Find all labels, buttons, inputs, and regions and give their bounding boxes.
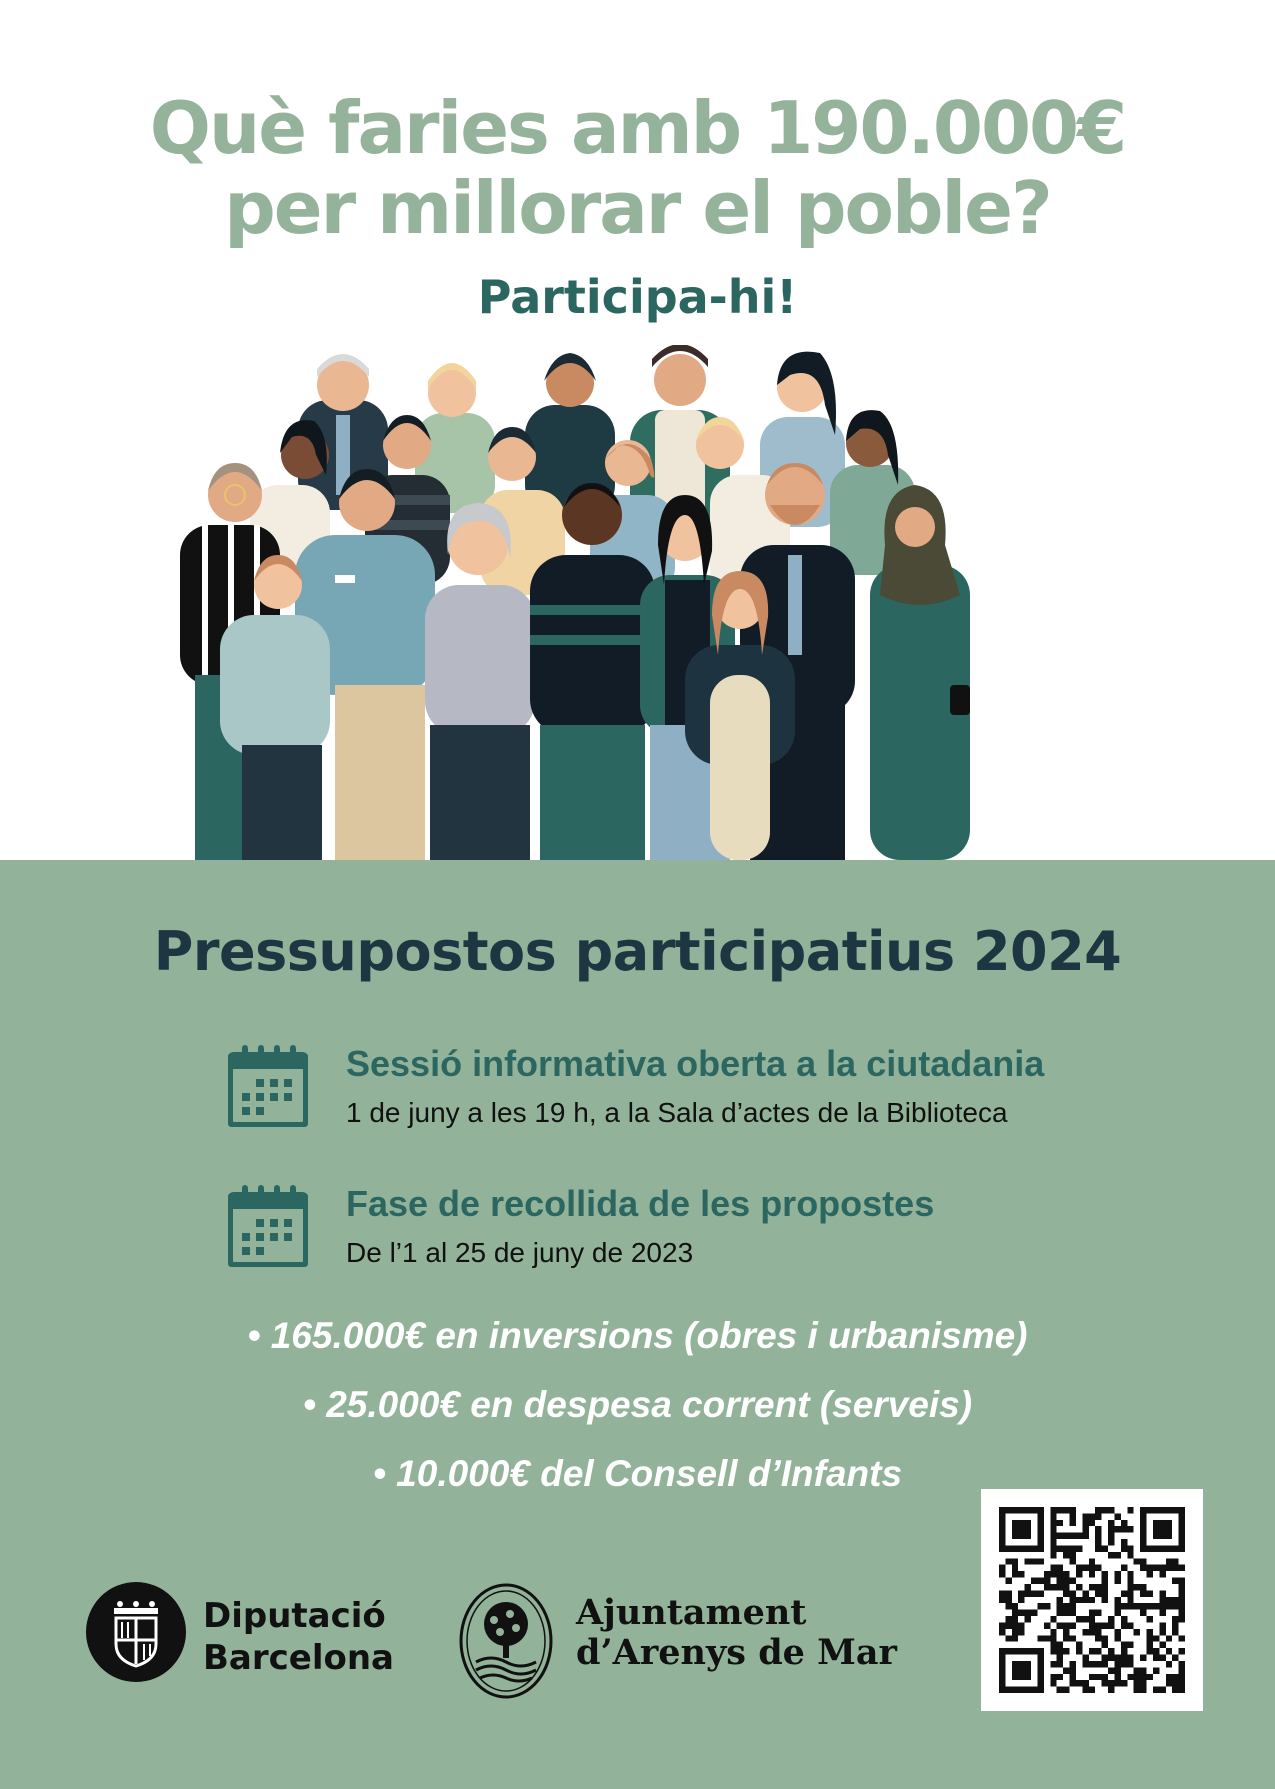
ajuntament-arenys-name: [576, 1593, 897, 1673]
diputacio-barcelona-name: [203, 1595, 394, 1679]
diputacio-line-1: Diputació: [203, 1596, 386, 1636]
diputacio-barcelona-logo: [86, 1582, 186, 1682]
qr-code[interactable]: [981, 1489, 1203, 1711]
budget-item-investments: • 165.000€ en inversions (obres i urbanisme): [247, 1315, 1028, 1356]
calendar-icon: [228, 1183, 308, 1267]
headline: [0, 88, 1275, 248]
hero-section: [0, 0, 1275, 860]
event-title: Fase de recollida de les propostes: [346, 1183, 935, 1224]
diputacio-line-2: Barcelona: [203, 1638, 395, 1678]
event-proposal-phase: [228, 1183, 1128, 1273]
calendar-icon: [228, 1043, 308, 1127]
program-title: Pressupostos participatius 2024: [153, 920, 1122, 983]
headline-line-2: per millorar el poble?: [224, 166, 1051, 250]
crowd-illustration: [180, 345, 1100, 860]
event-detail: De l’1 al 25 de juny de 2023: [346, 1237, 694, 1268]
event-info-session: [228, 1043, 1128, 1133]
program-panel: [0, 860, 1275, 1789]
ajuntament-line-1: Ajuntament: [576, 1592, 807, 1633]
ajuntament-arenys-logo: [458, 1582, 554, 1700]
event-title: Sessió informativa oberta a la ciutadania: [346, 1043, 1045, 1084]
budget-item-childrens-council: • 10.000€ del Consell d’Infants: [372, 1453, 903, 1494]
call-to-action: Participa-hi!: [477, 270, 798, 324]
headline-line-1: Què faries amb 190.000€: [149, 86, 1126, 170]
ajuntament-line-2: d’Arenys de Mar: [576, 1632, 897, 1673]
person-front-9: [870, 485, 970, 860]
budget-item-current-spending: • 25.000€ en despesa corrent (serveis): [302, 1384, 973, 1425]
event-detail: 1 de juny a les 19 h, a la Sala d’actes de la Biblioteca: [346, 1097, 1008, 1128]
qr-code-matrix: [999, 1507, 1185, 1693]
